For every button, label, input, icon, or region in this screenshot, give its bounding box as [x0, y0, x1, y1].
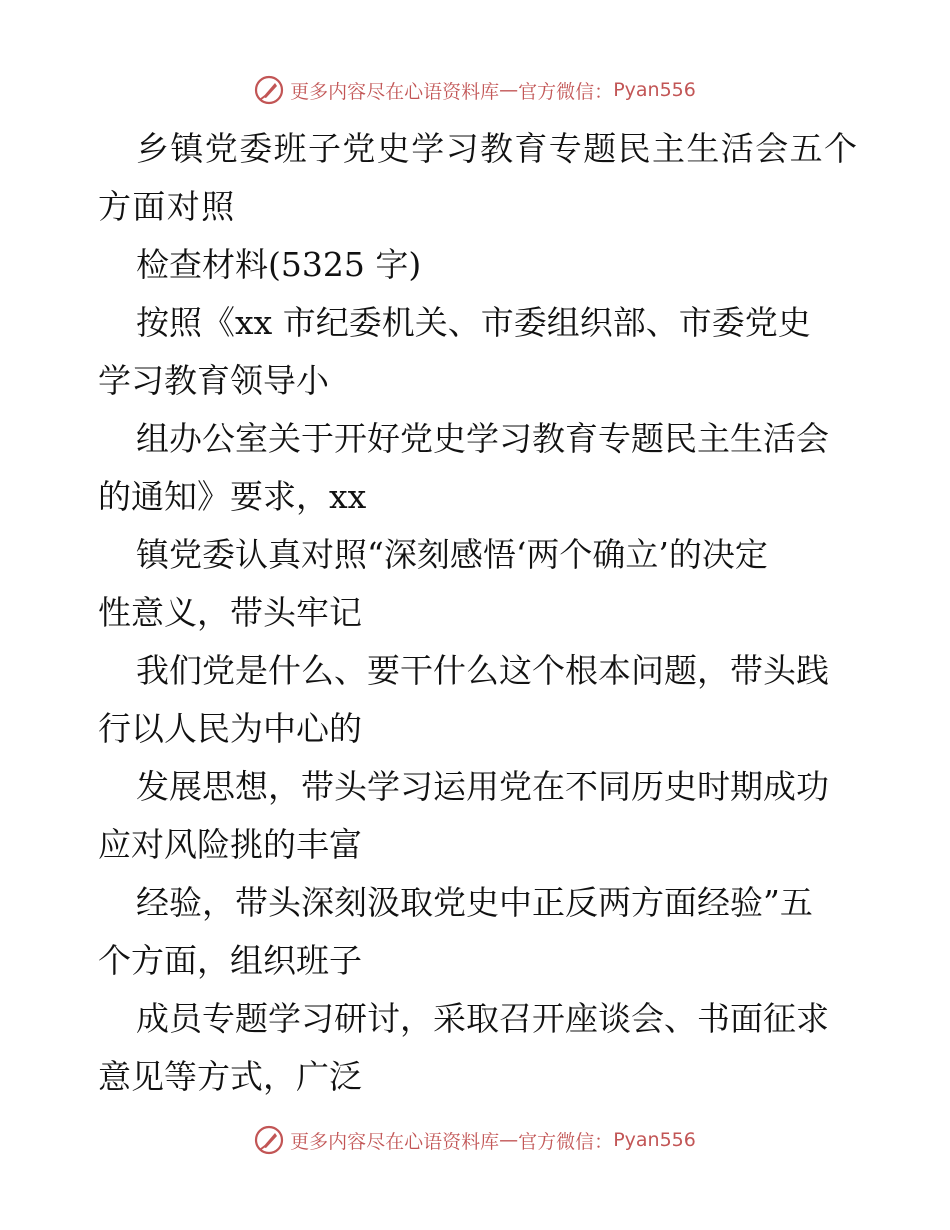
- watermark-contact-id: Pyan556: [613, 79, 696, 101]
- paragraph-line: 我们党是什么、要干什么这个根本问题，带头践: [136, 651, 829, 690]
- watermark-text: 更多内容尽在心语资料库: [290, 1130, 500, 1153]
- paragraph-line: 学习教育领导小: [98, 361, 329, 400]
- quill-logo-icon: [254, 1125, 284, 1155]
- paragraph-line: 发展思想，带头学习运用党在不同历史时期成功: [136, 767, 829, 806]
- paragraph-line: 经验，带头深刻汲取党史中正反两方面经验”五: [136, 883, 813, 922]
- paragraph-line: 应对风险挑的丰富: [98, 825, 362, 864]
- paragraph-line: 意见等方式，广泛: [98, 1057, 362, 1096]
- title-line-2: 方面对照: [98, 187, 236, 226]
- watermark-contact-id: Pyan556: [613, 1129, 696, 1151]
- paragraph-line: 镇党委认真对照“深刻感悟‘两个确立’的决定: [136, 535, 768, 574]
- watermark-text: 更多内容尽在心语资料库: [290, 80, 500, 103]
- watermark-header: [0, 72, 950, 108]
- watermark-contact-label: 官方微信：: [518, 1130, 614, 1153]
- paragraph-line: 的通知》要求，xx: [98, 477, 367, 516]
- title-line-1: 乡镇党委班子党史学习教育专题民主生活会五个: [136, 129, 858, 168]
- paragraph-line: 性意义，带头牢记: [98, 593, 362, 632]
- watermark-footer: [0, 1122, 950, 1158]
- paragraph-line: 成员专题学习研讨，采取召开座谈会、书面征求: [136, 999, 829, 1038]
- subtitle-line: 检查材料(5325 字): [136, 245, 422, 284]
- watermark-separator: —: [499, 1129, 519, 1151]
- watermark-separator: —: [499, 79, 519, 101]
- paragraph-line: 组办公室关于开好党史学习教育专题民主生活会: [136, 419, 829, 458]
- document-body: [98, 120, 858, 1106]
- watermark-contact-label: 官方微信：: [518, 80, 614, 103]
- paragraph-line: 个方面，组织班子: [98, 941, 362, 980]
- paragraph-line: 按照《xx 市纪委机关、市委组织部、市委党史: [136, 303, 811, 342]
- quill-logo-icon: [254, 75, 284, 105]
- paragraph-line: 行以人民为中心的: [98, 709, 362, 748]
